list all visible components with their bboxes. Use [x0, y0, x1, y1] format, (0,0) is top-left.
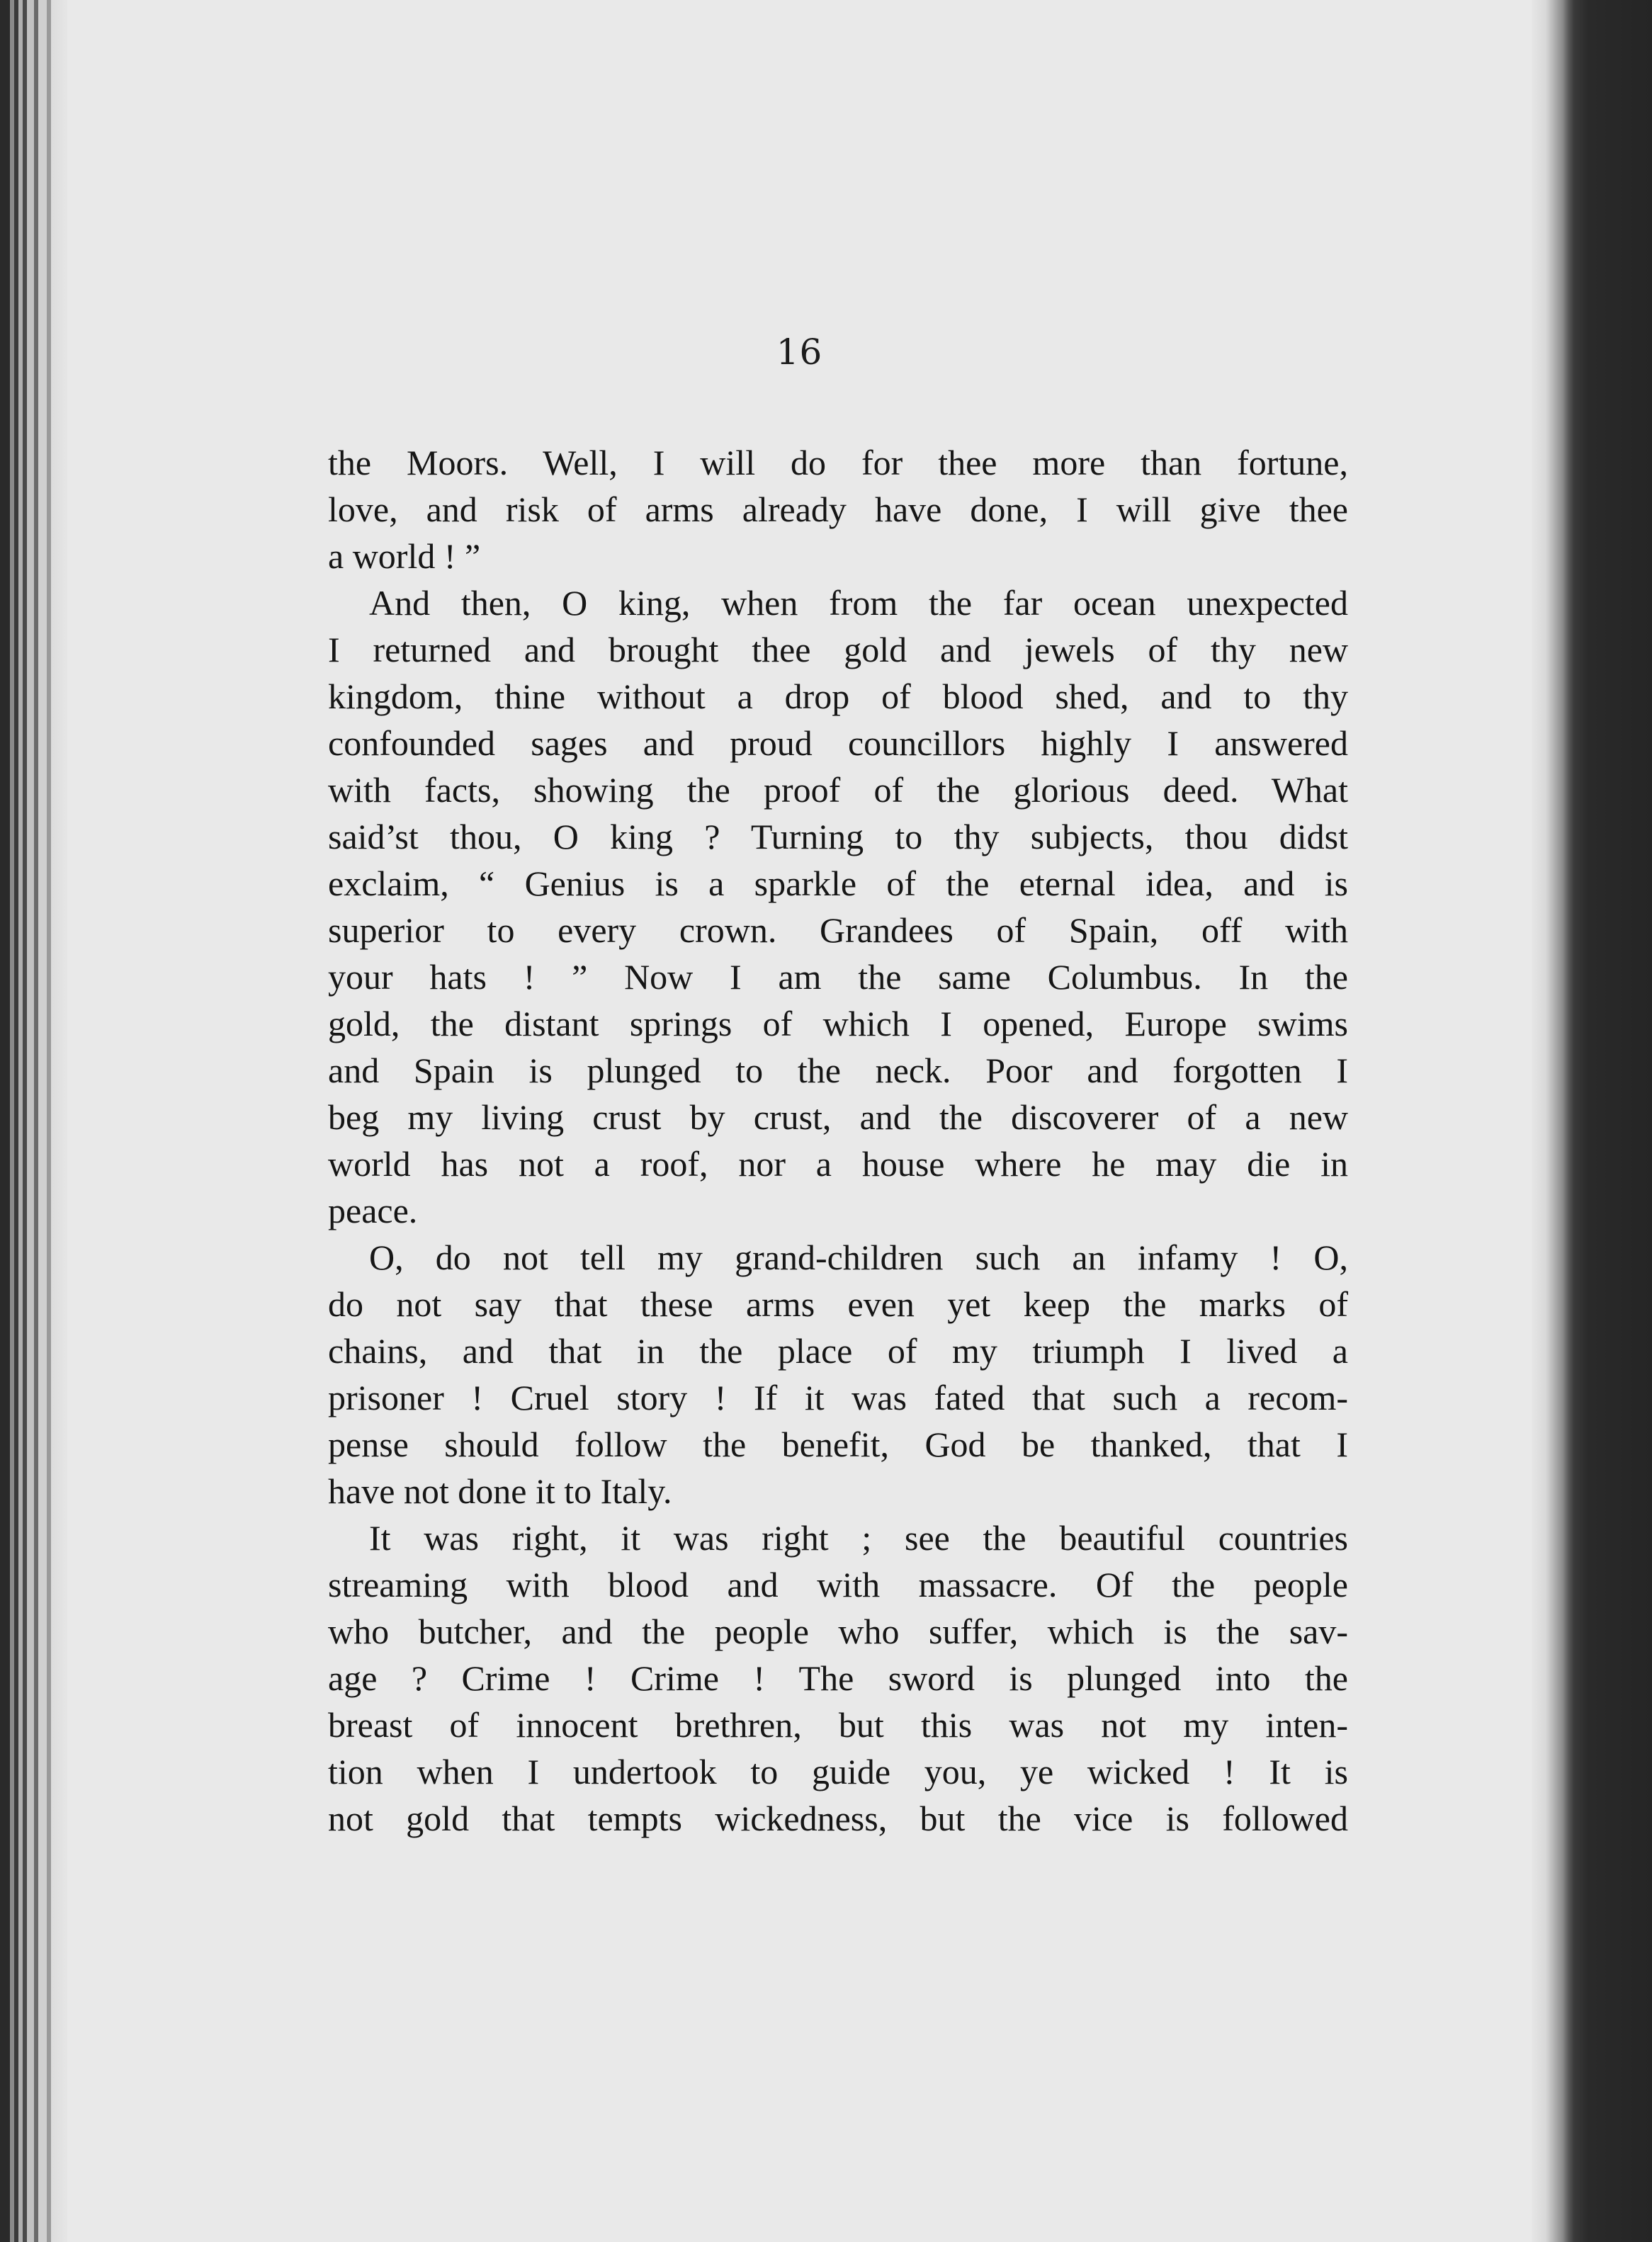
text-line: chains, and that in the place of my triumph I lived a: [328, 1331, 1348, 1371]
text-line: your hats ! ” Now I am the same Columbus. In the: [328, 957, 1348, 997]
text-line: love, and risk of arms already have done, I will give thee: [328, 489, 1348, 529]
text-line: exclaim, “ Genius is a sparkle of the eternal idea, and is: [328, 864, 1348, 903]
page-fore-edge: [1532, 0, 1652, 2242]
text-line: the Moors. Well, I will do for thee more than fortune,: [328, 443, 1348, 482]
body-text: [328, 439, 1348, 1842]
text-line: And then, O king, when from the far ocean unexpected: [369, 583, 1348, 623]
text-line: confounded sages and proud councillors highly I answered: [328, 723, 1348, 763]
book-page: [67, 0, 1532, 2242]
text-line: have not done it to Italy.: [328, 1471, 672, 1511]
text-line: not gold that tempts wickedness, but the vice is followed: [328, 1799, 1348, 1838]
text-line: with facts, showing the proof of the glorious deed. What: [328, 770, 1348, 810]
text-line: prisoner ! Cruel story ! If it was fated that such a recom-: [328, 1378, 1348, 1417]
text-line: It was right, it was right ; see the beautiful countries: [369, 1518, 1348, 1558]
text-line: streaming with blood and with massacre. Of the people: [328, 1565, 1348, 1604]
text-line: O, do not tell my grand-children such an infamy ! O,: [369, 1238, 1348, 1277]
text-line: pense should follow the benefit, God be thanked, that I: [328, 1425, 1348, 1464]
text-line: kingdom, thine without a drop of blood shed, and to thy: [328, 676, 1348, 716]
text-line: superior to every crown. Grandees of Spain, off with: [328, 910, 1348, 950]
text-line: beg my living crust by crust, and the discoverer of a new: [328, 1097, 1348, 1137]
text-line: world has not a roof, nor a house where he may die in: [328, 1144, 1348, 1184]
text-line: gold, the distant springs of which I opened, Europe swims: [328, 1004, 1348, 1043]
text-line: do not say that these arms even yet keep the marks of: [328, 1284, 1348, 1324]
text-line: I returned and brought thee gold and jewels of thy new: [328, 630, 1348, 669]
book-spine-edge: [0, 0, 67, 2242]
text-line: and Spain is plunged to the neck. Poor and forgotten I: [328, 1051, 1348, 1090]
text-line: said’st thou, O king ? Turning to thy subjects, thou didst: [328, 817, 1348, 856]
text-line: age ? Crime ! Crime ! The sword is plunged into the: [328, 1658, 1348, 1698]
text-line: breast of innocent brethren, but this was not my inten-: [328, 1705, 1348, 1745]
text-line: peace.: [328, 1191, 418, 1230]
page-number: 16: [776, 332, 823, 373]
text-line: who butcher, and the people who suffer, which is the sav-: [328, 1612, 1348, 1651]
text-line: tion when I undertook to guide you, ye wicked ! It is: [328, 1752, 1348, 1791]
text-line: a world ! ”: [328, 536, 481, 576]
